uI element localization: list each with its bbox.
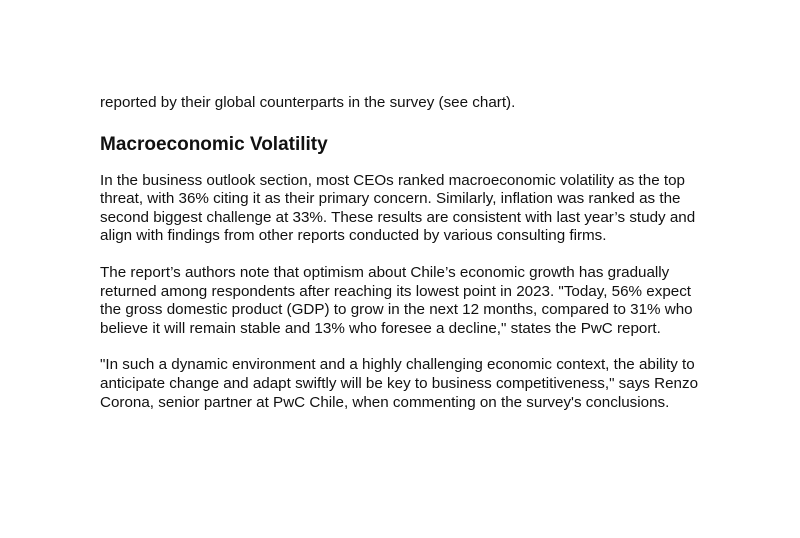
body-paragraph-1: In the business outlook section, most CEOs ranked macroeconomic volatility as the top threat, with 36% citing it as their primary concern. Similarly, inflation was ranked as the second biggest challenge at 33%. These results are consistent with last year’s study and align with findings from other reports conducted by various consulting firms. bbox=[100, 171, 696, 245]
intro-paragraph-tail: reported by their global counterparts in the survey (see chart). bbox=[100, 94, 516, 111]
section-heading: Macroeconomic Volatility bbox=[100, 133, 328, 155]
body-paragraph-2: The report’s authors note that optimism about Chile’s economic growth has gradually returned among respondents after reaching its lowest point in 2023. "Today, 56% expect the gross domestic product (GDP) to grow in the next 12 months, compared to 31% who believe it will remain stable and 13% who foresee a decline," states the PwC report. bbox=[100, 263, 693, 337]
body-paragraph-3: "In such a dynamic environment and a highly challenging economic context, the ability to anticipate change and adapt swiftly will be key to business competitiveness," says Renzo Corona, senior partner at PwC Chile, when commenting on the survey's conclusions. bbox=[100, 356, 699, 411]
document-page bbox=[100, 94, 710, 412]
